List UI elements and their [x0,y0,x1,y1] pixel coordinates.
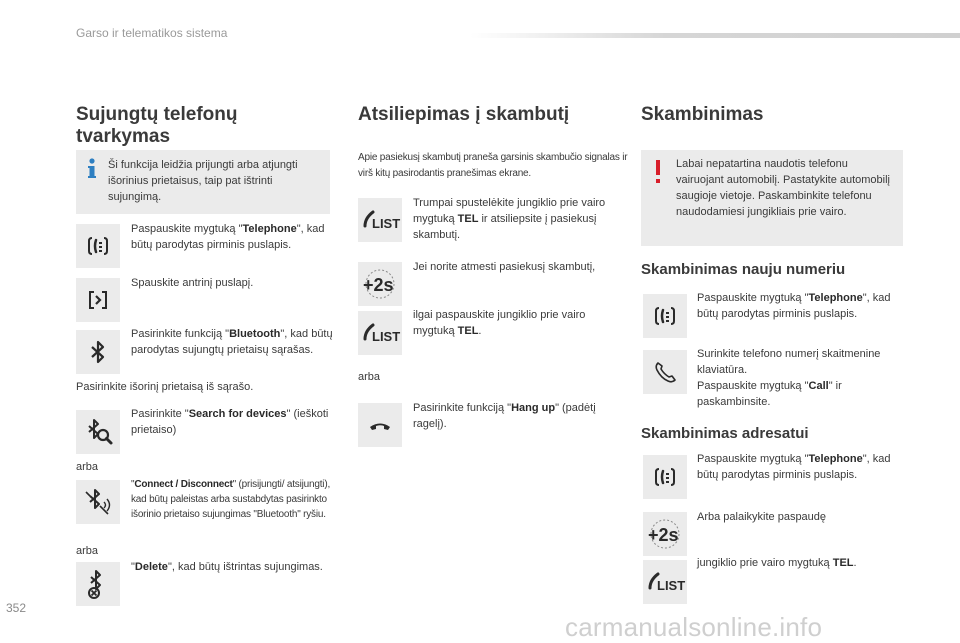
svg-text:LIST: LIST [372,216,401,231]
col1-step7: "Delete", kad būtų ištrintas sujungimas. [131,561,323,573]
watermark: carmanualsonline.info [565,612,823,642]
sub2-step1: Paspauskite mygtuką "Telephone", kad būtų parodytas pirminis puslapis. [697,453,891,481]
warning-text: Labai nepatartina naudotis telefonu vairuojant automobilį. Pastatykite automobilį saugioje vietoje. Paskambinkite telefonu naudodamiesi jungikliais prie vairo. [676,158,891,218]
page-number: 352 [6,601,27,615]
connect-disconnect-icon [76,480,120,524]
col1-step6: "Connect / Disconnect" (prisijungti/ atsijungti), kad būtų paleistas arba sustabdytas pasirinkto išorinio prietaiso sujungimas "Bluetooth" ryšiu. [131,479,331,520]
long-press-2s-icon [358,262,402,306]
col1-step3: Pasirinkite funkciją "Bluetooth", kad būtų parodytas sujungtų prietaisų sąrašas. [131,328,333,356]
delete-connection-icon [76,562,120,606]
secondary-page-icon [76,278,120,322]
hang-up-icon [358,403,402,447]
header-rule [470,33,960,38]
col2-or: arba [358,371,381,383]
sub2-step3: jungiklio prie vairo mygtuką TEL. [697,557,857,569]
col1-step4: Pasirinkite išorinį prietaisą iš sąrašo. [76,381,254,393]
call-handset-icon [643,350,687,394]
col1-step5: Pasirinkite "Search for devices" (ieškoti prietaiso) [131,408,329,436]
sub2-step2: Arba palaikykite paspaudę [697,511,827,523]
bluetooth-icon [76,330,120,374]
col3-title: Skambinimas [641,104,764,125]
sub1-step1: Paspauskite mygtuką "Telephone", kad būtų parodytas pirminis puslapis. [697,292,891,320]
section-header: Garso ir telematikos sistema [76,26,228,40]
col2-title: Atsiliepimas į skambutį [358,104,570,125]
telephone-button-icon [76,224,120,268]
sub2-title: Skambinimas adresatui [641,425,809,442]
list-tel-button-icon-2 [358,311,402,355]
col2-step2: Jei norite atmesti pasiekusį skambutį, [413,261,596,273]
long-press-2s-icon-2 [643,512,687,556]
col1-step1: Paspauskite mygtuką "Telephone", kad būtų parodytas pirminis puslapis. [131,223,325,251]
warning-icon [654,160,662,184]
telephone-button-icon-3 [643,455,687,499]
info-box [76,150,330,214]
list-tel-button-icon-3 [643,560,687,604]
col1-title [76,104,237,148]
search-devices-icon [76,410,120,454]
col2-step4: Pasirinkite funkciją "Hang up" (padėtį ragelį). [413,402,596,430]
col2-step3: ilgai paspauskite jungiklio prie vairo mygtuką TEL. [413,309,586,337]
info-text: Ši funkcija leidžia prijungti arba atjungti išorinius prietaisus, taip pat ištrinti sujungimą. [108,159,298,203]
sub1-title: Skambinimas nauju numeriu [641,261,846,278]
col1-title-line1: Sujungtų telefonų [76,104,238,125]
list-tel-button-icon [358,198,402,242]
telephone-button-icon-2 [643,294,687,338]
warning-box [641,150,903,246]
sub1-step2: Surinkite telefono numerį skaitmenine klaviatūra. Paspauskite mygtuką "Call" ir paskambinsite. [697,348,881,408]
svg-text:+2s: +2s [648,525,679,545]
col1-title-line2: tvarkymas [76,126,171,147]
svg-text:LIST: LIST [372,329,401,344]
col2-step1: Trumpai spustelėkite jungiklio prie vairo mygtuką TEL ir atsiliepsite į pasiekusį skambutį. [413,197,606,241]
info-icon [86,158,98,180]
col1-step2: Spauskite antrinį puslapį. [131,277,254,289]
col2-intro: Apie pasiekusį skambutį praneša garsinis skambučio signalas ir virš kitų pasirodantis pranešimas ekrane. [358,152,628,179]
svg-text:LIST: LIST [657,578,686,593]
svg-text:+2s: +2s [363,275,394,295]
col1-or1: arba [76,461,99,473]
col1-or2: arba [76,545,99,557]
